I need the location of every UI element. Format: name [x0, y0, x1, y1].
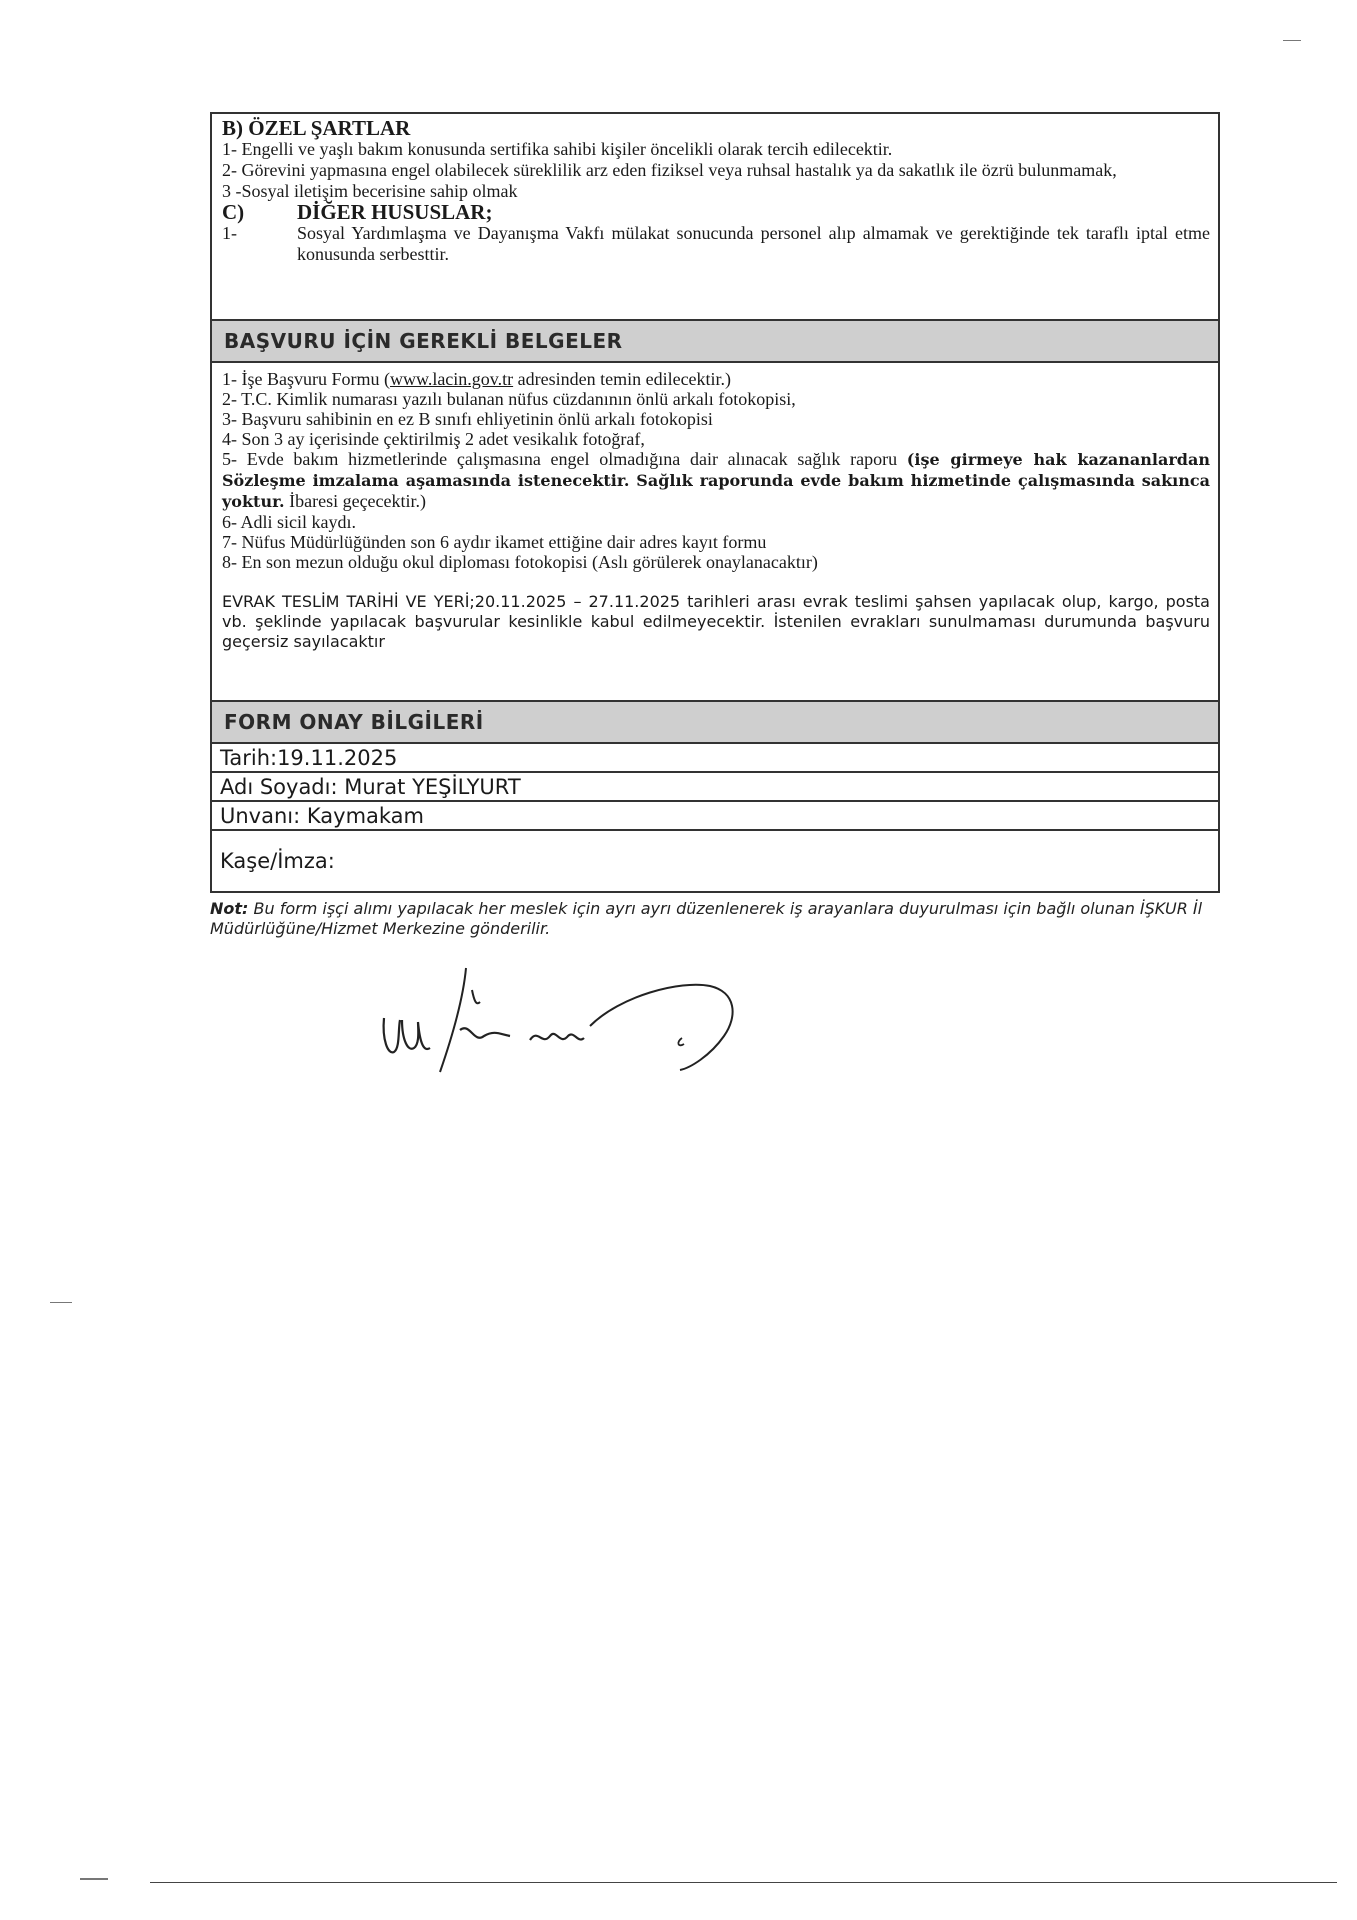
section-b [212, 114, 1218, 275]
documents-heading: BAŞVURU İÇİN GEREKLİ BELGELER [212, 319, 1218, 363]
spacer [212, 658, 1218, 700]
approval-title: Unvanı: Kaymakam [212, 800, 1218, 829]
section-b-item: 1- Engelli ve yaşlı bakım konusunda sertifika sahibi kişiler öncelikli olarak tercih edilecektir. [222, 139, 893, 159]
document-item-bold-text: (işe girmeye hak kazananlardan Sözleşme imzalama aşamasında istenecektir. Sağlık raporunda evde bakım hizmetinde çalışmasında sakınca yoktur. [222, 450, 1210, 511]
document-item: 6- Adli sicil kaydı. [222, 512, 356, 532]
document-item [222, 449, 1210, 512]
spacer [212, 275, 1218, 319]
document-item-text: İbaresi geçecektir.) [284, 491, 427, 511]
delivery-text: tarihleri arası evrak teslimi şahsen yapılacak olup, kargo, posta vb. şeklinde yapılacak başvurular kesinlikle kabul edilmeyecektir. İstenilen evrakları sunulmaması durumunda başvuru geçersiz sayılacaktır [222, 592, 1210, 651]
approval-signature-row [212, 829, 1218, 891]
note-text: Bu form işçi alımı yapılacak her meslek için ayrı ayrı düzenlenerek iş arayanlara duyurulması için bağlı olunan İŞKUR İl Müdürlüğüne/Hizmet Merkezine gönderilir. [210, 899, 1203, 938]
approval-name: Adı Soyadı: Murat YEŞİLYURT [212, 771, 1218, 800]
scan-artifact [50, 1302, 72, 1303]
document-item: 3- Başvuru sahibinin en ez B sınıfı ehliyetinin önlü arkalı fotokopisi [222, 409, 713, 429]
scan-artifact [80, 1878, 108, 1880]
document-item: 8- En son mezun olduğu okul diploması fotokopisi (Aslı görülerek onaylanacaktır) [222, 552, 818, 572]
document-item-text: adresinden temin edilecektir.) [513, 369, 732, 389]
section-c-title: DİĞER HUSUSLAR; [297, 200, 493, 224]
website-link[interactable]: www.lacin.gov.tr [389, 369, 514, 389]
bottom-scan-line [150, 1882, 1337, 1883]
note-label: Not: [210, 899, 249, 918]
delivery-info [222, 592, 1210, 652]
document-item-text: 5- Evde bakım hizmetlerinde çalışmasına engel olmadığına dair alınacak sağlık raporu [222, 449, 907, 469]
delivery-label: EVRAK TESLİM TARİHİ VE YERİ;20.11.2025 – 27.11.2025 [222, 592, 681, 611]
section-c-item [222, 223, 1210, 265]
documents-list [212, 363, 1218, 658]
document-item: 4- Son 3 ay içerisinde çektirilmiş 2 adet vesikalık fotoğraf, [222, 429, 645, 449]
section-b-item: 2- Görevini yapmasına engel olabilecek süreklilik arz eden fiziksel veya ruhsal hastalık ya da sakatlık ile özrü bulunmamak, [222, 160, 1117, 180]
document-item-text: 1- İşe Başvuru Formu ( [222, 369, 390, 389]
form-box [210, 112, 1220, 893]
document-page [210, 112, 1220, 955]
handwritten-signature [380, 960, 760, 1080]
section-c-letter: C) [222, 200, 245, 224]
approval-date: Tarih:19.11.2025 [220, 745, 398, 770]
form-approval-heading: FORM ONAY BİLGİLERİ [212, 700, 1218, 744]
section-c-heading [222, 202, 1210, 223]
scan-artifact [1283, 40, 1301, 41]
document-item: 2- T.C. Kimlik numarası yazılı bulanan nüfus cüzdanının önlü arkalı fotokopisi, [222, 389, 796, 409]
document-item [222, 369, 1210, 389]
section-b-title: B) ÖZEL ŞARTLAR [222, 116, 411, 140]
section-c-item-text: Sosyal Yardımlaşma ve Dayanışma Vakfı mülakat sonucunda personel alıp almamak ve gerektiğinde tek taraflı iptal etme konusunda serbesttir. [297, 223, 1210, 264]
signature-label: Kaşe/İmza: [220, 849, 335, 873]
section-c-item-number: 1- [222, 223, 237, 243]
section-b-item: 3 -Sosyal iletişim becerisine sahip olmak [222, 181, 518, 201]
footer-note [210, 899, 1220, 939]
document-item: 7- Nüfus Müdürlüğünden son 6 aydır ikamet ettiğine dair adres kayıt formu [222, 532, 767, 552]
